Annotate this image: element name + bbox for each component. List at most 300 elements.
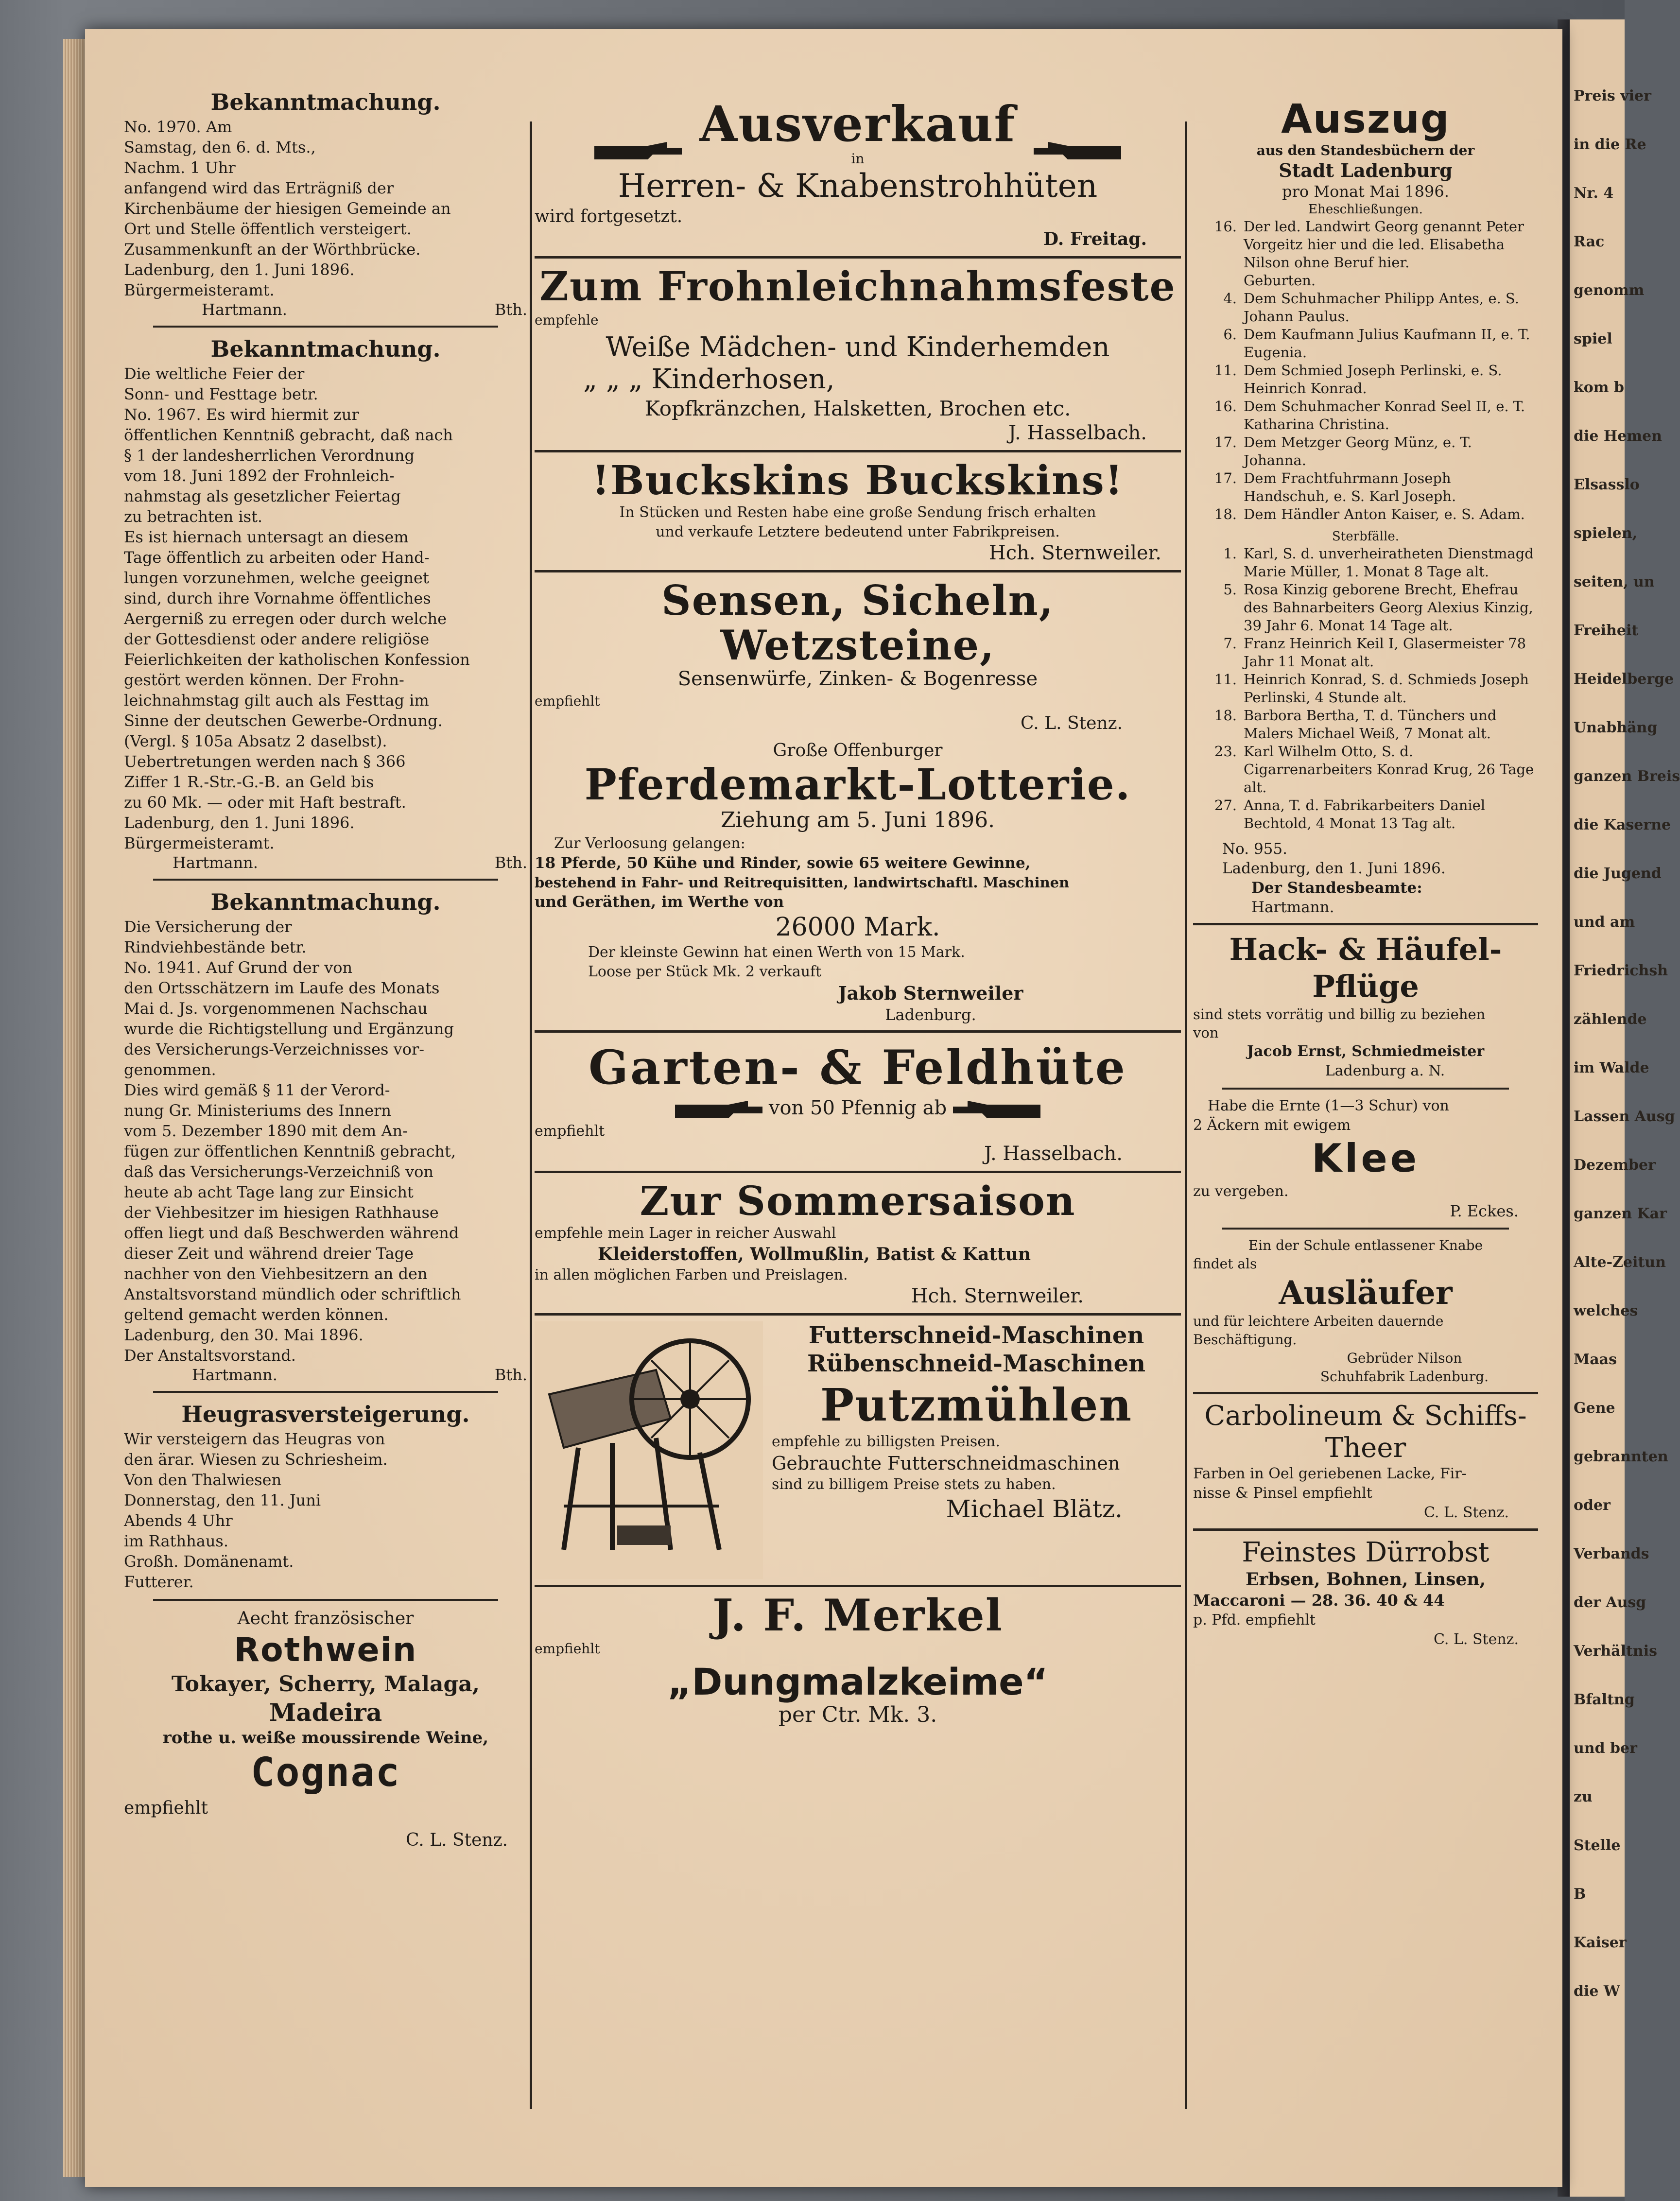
entry-day: 11. bbox=[1214, 362, 1237, 379]
text-line: Abends 4 Uhr bbox=[124, 1511, 233, 1530]
text-line: Donnerstag, den 11. Juni bbox=[124, 1491, 321, 1509]
ad-line-3: p. Pfd. empfiehlt bbox=[1193, 1612, 1316, 1629]
adjacent-page-fragment: seiten, un bbox=[1574, 573, 1655, 590]
marriages-and-births-list bbox=[1193, 218, 1538, 523]
text-line: Rindviehbestände betr. bbox=[124, 938, 307, 956]
adjacent-page-fragment: die Kaserne bbox=[1574, 816, 1671, 833]
adjacent-page-fragment: Preis vier bbox=[1574, 87, 1651, 104]
text-line: Großh. Domänenamt. bbox=[124, 1552, 294, 1571]
ad-line-2: „ „ „ Kinderhosen, bbox=[583, 364, 835, 395]
text-line: den Ortsschätzern im Laufe des Monats bbox=[124, 979, 440, 997]
lottery-line-5: Der kleinste Gewinn hat einen Werth von 15 Mark. bbox=[588, 944, 965, 961]
auszug-sub-1: aus den Standesbüchern der bbox=[1256, 142, 1475, 158]
lottery-line-4: und Geräthen, im Werthe von bbox=[535, 893, 784, 911]
civil-register-excerpt bbox=[1193, 97, 1538, 917]
register-entry bbox=[1193, 505, 1538, 523]
signature-name: Hartmann. bbox=[192, 1366, 277, 1384]
ad-line-3: und für leichtere Arbeiten dauernde bbox=[1193, 1313, 1444, 1329]
ausverkauf-note: wird fortgesetzt. bbox=[535, 207, 683, 226]
register-entry bbox=[1193, 272, 1538, 290]
adjacent-page-fragment: spielen, bbox=[1574, 525, 1638, 542]
text-line: wurde die Richtigstellung und Ergänzung bbox=[124, 1020, 454, 1038]
notice-signature bbox=[124, 300, 527, 319]
text-line: (Vergl. § 105a Absatz 2 daselbst). bbox=[124, 732, 387, 750]
text-line: Feierlichkeiten der katholischen Konfession bbox=[124, 650, 470, 669]
ad-line-3: zu vergeben. bbox=[1193, 1183, 1289, 1200]
divider bbox=[153, 1599, 498, 1601]
entry-text: Dem Kaufmann Julius Kaufmann II, e. T. Eugenia. bbox=[1244, 326, 1530, 361]
pointing-hand-icon bbox=[953, 1099, 1040, 1120]
ad-line-1: Farben in Oel geriebenen Lacke, Fir- bbox=[1193, 1465, 1467, 1482]
adjacent-page-fragment: kom b bbox=[1574, 379, 1624, 396]
adjacent-page-fragment: Nr. 4 bbox=[1574, 185, 1614, 202]
notice-signature bbox=[124, 1366, 527, 1384]
text-line: Ziffer 1 R.-Str.-G.-B. an Geld bis bbox=[124, 773, 374, 791]
wine-headline: Rothwein bbox=[234, 1631, 417, 1669]
register-entry bbox=[1193, 635, 1538, 671]
entry-day: 4. bbox=[1223, 290, 1237, 307]
pointing-hand-icon bbox=[1034, 118, 1121, 139]
lottery-signature: Jakob Sternweiler bbox=[838, 982, 1023, 1004]
adjacent-page-fragment: zählende bbox=[1574, 1011, 1647, 1028]
text-line: sind, durch ihre Vornahme öffentliches bbox=[124, 589, 431, 607]
ad-title: Sensen, Sicheln, Wetzsteine, bbox=[661, 576, 1054, 669]
text-line: Uebertretungen werden nach § 366 bbox=[124, 752, 406, 771]
register-entry bbox=[1193, 290, 1538, 326]
text-line: Wir versteigern das Heugras von bbox=[124, 1430, 385, 1448]
register-entry bbox=[1193, 743, 1538, 797]
adjacent-page-fragment: Verhältnis bbox=[1574, 1643, 1658, 1660]
divider bbox=[535, 256, 1181, 259]
adjacent-page-fragment: in die Re bbox=[1574, 136, 1646, 153]
entry-text: Dem Händler Anton Kaiser, e. S. Adam. bbox=[1244, 506, 1525, 522]
adjacent-page-fragment: Gene bbox=[1574, 1400, 1615, 1417]
ad-signature: Jacob Ernst, Schmiedmeister bbox=[1247, 1043, 1485, 1060]
wine-list-3: rothe u. weiße moussirende Weine, bbox=[162, 1728, 489, 1748]
ad-line-2: von bbox=[1193, 1024, 1219, 1041]
adjacent-page-fragment: genomm bbox=[1574, 282, 1645, 299]
adjacent-page-fragment: Stelle bbox=[1574, 1837, 1621, 1854]
ad-lotterie bbox=[535, 740, 1181, 1024]
signature-abbr: Bth. bbox=[494, 1366, 527, 1384]
text-line: offen liegt und daß Beschwerden während bbox=[124, 1224, 459, 1242]
adjacent-page-fragment: gebrannten bbox=[1574, 1448, 1668, 1465]
pointing-hand-icon bbox=[675, 1099, 762, 1120]
ad-sensen bbox=[535, 578, 1181, 735]
ad-wine bbox=[124, 1608, 527, 1852]
text-line: Ladenburg, den 30. Mai 1896. bbox=[124, 1326, 364, 1344]
ad-signature: J. Hasselbach. bbox=[1008, 422, 1147, 444]
machines-line-3: empfehle zu billigsten Preisen. bbox=[772, 1433, 1000, 1450]
divider bbox=[153, 326, 498, 328]
notice-cattle-insurance bbox=[124, 887, 527, 1384]
ad-merkel bbox=[535, 1590, 1181, 1727]
ad-machines bbox=[535, 1321, 1181, 1579]
entry-day: 18. bbox=[1214, 506, 1237, 522]
ad-title: Zur Sommersaison bbox=[640, 1178, 1076, 1225]
ad-signature: J. Hasselbach. bbox=[984, 1143, 1123, 1165]
ad-line-1: Weiße Mädchen- und Kinderhemden bbox=[606, 331, 1110, 363]
chaff-cutter-illustration bbox=[535, 1321, 763, 1579]
text-line: Anstaltsvorstand mündlich oder schriftlich bbox=[124, 1285, 461, 1303]
notice-orchard-auction bbox=[124, 87, 527, 319]
notice-lines bbox=[124, 1429, 527, 1592]
entry-text: Dem Metzger Georg Münz, e. T. Johanna. bbox=[1244, 434, 1472, 468]
wine-list-2: Madeira bbox=[269, 1698, 382, 1727]
ad-title: Carbolineum & Schiffs- bbox=[1204, 1400, 1527, 1432]
ad-title: Zum Frohnleichnahmsfeste bbox=[539, 263, 1176, 310]
text-line: Aergerniß zu erregen oder durch welche bbox=[124, 609, 447, 628]
register-entry bbox=[1193, 707, 1538, 743]
divider bbox=[1222, 1228, 1509, 1230]
text-line: gestört werden können. Der Frohn- bbox=[124, 671, 404, 689]
entry-text: Dem Frachtfuhrmann Joseph Handschuh, e. S. Karl Joseph. bbox=[1244, 470, 1456, 504]
adjacent-page-fragment: zu bbox=[1574, 1788, 1593, 1805]
entry-day: 16. bbox=[1214, 218, 1237, 235]
notice-holiday bbox=[124, 334, 527, 872]
text-line: der Gottesdienst oder andere religiöse bbox=[124, 630, 430, 648]
entry-day: 16. bbox=[1214, 398, 1237, 415]
adjacent-page-fragment: spiel bbox=[1574, 330, 1612, 347]
wine-empfiehlt: empfiehlt bbox=[124, 1798, 208, 1818]
divider bbox=[153, 1391, 498, 1393]
wine-list-1: Tokayer, Scherry, Malaga, bbox=[171, 1672, 480, 1697]
divider bbox=[535, 450, 1181, 452]
divider bbox=[1222, 1088, 1509, 1090]
entry-text: Franz Heinrich Keil I, Glasermeister 78 Jahr 11 Monat alt. bbox=[1244, 635, 1526, 670]
ad-line-2: Maccaroni — 28. 36. 40 & 44 bbox=[1193, 1591, 1445, 1610]
machines-line-4: Gebrauchte Futterschneidmaschinen bbox=[772, 1453, 1120, 1474]
text-line: Zusammenkunft an der Wörthbrücke. bbox=[124, 240, 421, 259]
ad-line-1: Ein der Schule entlassener Knabe bbox=[1248, 1237, 1483, 1253]
ad-empfehle: empfehle bbox=[535, 312, 599, 328]
entry-text: Heinrich Konrad, S. d. Schmieds Joseph Perlinski, 4 Stunde alt. bbox=[1244, 671, 1529, 706]
middle-column bbox=[535, 97, 1181, 1726]
lottery-line-2: 18 Pferde, 50 Kühe und Rinder, sowie 65 weitere Gewinne, bbox=[535, 854, 1031, 872]
text-line: No. 1970. Am bbox=[124, 118, 232, 136]
machines-line-1: Futterschneid-Maschinen bbox=[808, 1322, 1144, 1349]
ad-line-1: empfehle mein Lager in reicher Auswahl bbox=[535, 1225, 836, 1242]
text-line: zu betrachten ist. bbox=[124, 507, 263, 526]
lottery-line-1: Zur Verloosung gelangen: bbox=[554, 835, 745, 852]
adjacent-page-fragment: der Ausg bbox=[1574, 1594, 1646, 1611]
register-entry bbox=[1193, 362, 1538, 398]
ad-empfiehlt: empfiehlt bbox=[535, 693, 600, 709]
text-line: § 1 der landesherrlichen Verordnung bbox=[124, 446, 415, 465]
ad-signature: C. L. Stenz. bbox=[1021, 713, 1123, 733]
ad-empfiehlt: empfiehlt bbox=[535, 1641, 600, 1657]
text-line: der Viehbesitzer im hiesigen Rathhause bbox=[124, 1203, 439, 1222]
signature-abbr: Bth. bbox=[494, 853, 527, 872]
auszug-sub-3: pro Monat Mai 1896. bbox=[1282, 182, 1449, 201]
deaths-list bbox=[1193, 545, 1538, 832]
notice-signature bbox=[124, 853, 527, 872]
ad-title: !Buckskins Buckskins! bbox=[592, 457, 1124, 504]
text-line: nahmstag als gesetzlicher Feiertag bbox=[124, 487, 401, 505]
text-line: genommen. bbox=[124, 1060, 216, 1079]
adjacent-page-fragment: Verbands bbox=[1574, 1545, 1649, 1562]
text-line: Sonn- und Festtage betr. bbox=[124, 385, 318, 403]
entry-text: Geburten. bbox=[1244, 272, 1316, 289]
wine-signature: C. L. Stenz. bbox=[406, 1830, 508, 1850]
text-line: nachher von den Viehbesitzern an den bbox=[124, 1265, 428, 1283]
text-line: dieser Zeit und während dreier Tage bbox=[124, 1244, 414, 1263]
machines-line-5: sind zu billigem Preise stets zu haben. bbox=[772, 1476, 1056, 1493]
ad-price: per Ctr. Mk. 3. bbox=[778, 1702, 937, 1727]
column-rule-right bbox=[1185, 121, 1187, 2109]
text-line: Die weltliche Feier der bbox=[124, 364, 305, 383]
ad-frohnleichnam bbox=[535, 264, 1181, 444]
adjacent-page-fragment: Elsasslo bbox=[1574, 476, 1640, 493]
adjacent-page-fragment: welches bbox=[1574, 1302, 1638, 1319]
left-column bbox=[124, 87, 527, 1852]
deaths-heading: Sterbfälle. bbox=[1332, 529, 1400, 544]
text-line: heute ab acht Tage lang zur Einsicht bbox=[124, 1183, 414, 1201]
lottery-place: Ladenburg. bbox=[885, 1005, 976, 1024]
adjacent-page bbox=[1570, 19, 1680, 2197]
adjacent-page-fragment: ganzen Breis bbox=[1574, 768, 1680, 785]
adjacent-page-fragment: Friedrichsh bbox=[1574, 962, 1668, 979]
register-entry bbox=[1193, 398, 1538, 433]
entry-day: 5. bbox=[1223, 581, 1237, 598]
ad-line-2: Kleiderstoffen, Wollmußlin, Batist & Kattun bbox=[598, 1244, 1031, 1265]
column-rule-left bbox=[530, 121, 532, 2109]
text-line: Der Anstaltsvorstand. bbox=[124, 1346, 296, 1365]
entry-text: Dem Schuhmacher Philipp Antes, e. S. Johann Paulus. bbox=[1244, 290, 1519, 325]
ad-signature: Hch. Sternweiler. bbox=[988, 542, 1161, 564]
ad-line-1: Sensenwürfe, Zinken- & Bogenresse bbox=[677, 668, 1038, 690]
adjacent-page-fragment: Lassen Ausg bbox=[1574, 1108, 1675, 1125]
ad-errand-boy bbox=[1193, 1236, 1538, 1386]
machines-title: Putzmühlen bbox=[820, 1379, 1133, 1431]
register-entry bbox=[1193, 545, 1538, 581]
ad-place: Ladenburg a. N. bbox=[1325, 1062, 1445, 1079]
ad-title: Klee bbox=[1312, 1136, 1420, 1181]
auszug-title: Auszug bbox=[1281, 96, 1450, 142]
text-line: Bürgermeisteramt. bbox=[124, 281, 275, 299]
text-line: Es ist hiernach untersagt an diesem bbox=[124, 528, 409, 546]
right-column bbox=[1193, 97, 1538, 1649]
adjacent-page-fragment: Alte-Zeitun bbox=[1574, 1254, 1666, 1271]
ad-signature-1: Gebrüder Nilson bbox=[1347, 1350, 1462, 1366]
text-line: Ladenburg, den 1. Juni 1896. bbox=[124, 814, 355, 832]
notice-title: Bekanntmachung. bbox=[210, 89, 441, 115]
text-line: öffentlichen Kenntniß gebracht, daß nach bbox=[124, 426, 453, 444]
notice-hay-auction bbox=[124, 1400, 527, 1592]
entry-text: Dem Schuhmacher Konrad Seel II, e. T. Katharina Christina. bbox=[1244, 398, 1525, 433]
register-entry bbox=[1193, 469, 1538, 505]
ad-title: Feinstes Dürrobst bbox=[1242, 1537, 1489, 1568]
text-line: fügen zur öffentlichen Kenntniß gebracht, bbox=[124, 1142, 456, 1161]
adjacent-page-fragment: B bbox=[1574, 1886, 1586, 1903]
notice-lines bbox=[124, 917, 527, 1366]
adjacent-page-fragment: die Jugend bbox=[1574, 865, 1662, 882]
text-line: Von den Thalwiesen bbox=[124, 1471, 282, 1489]
adjacent-page-fragment: oder bbox=[1574, 1497, 1611, 1514]
ad-title: Hack- & Häufel- bbox=[1229, 932, 1502, 967]
divider bbox=[1193, 923, 1538, 925]
marriages-heading: Eheschließungen. bbox=[1308, 202, 1423, 217]
ad-line-4: Beschäftigung. bbox=[1193, 1332, 1297, 1348]
text-line: vom 5. Dezember 1890 mit dem An- bbox=[124, 1122, 408, 1140]
ad-line-1: Erbsen, Bohnen, Linsen, bbox=[1246, 1569, 1486, 1590]
ad-line-2: 2 Äckern mit ewigem bbox=[1193, 1117, 1351, 1134]
wine-cognac: Cognac bbox=[250, 1750, 401, 1796]
lottery-amount: 26000 Mark. bbox=[775, 913, 940, 942]
text-line: des Versicherungs-Verzeichnisses vor- bbox=[124, 1040, 425, 1058]
ad-ausverkauf bbox=[535, 97, 1181, 250]
register-entry bbox=[1193, 671, 1538, 707]
ad-line-1: In Stücken und Resten habe eine große Sendung frisch erhalten bbox=[619, 504, 1096, 521]
entry-day: 7. bbox=[1223, 635, 1237, 652]
text-line: Ort und Stelle öffentlich versteigert. bbox=[124, 220, 412, 238]
text-line: anfangend wird das Erträgniß der bbox=[124, 179, 394, 197]
adjacent-page-fragment: Dezember bbox=[1574, 1157, 1656, 1174]
text-line: leichnahmstag gilt auch als Festtag im bbox=[124, 691, 429, 710]
ad-empfiehlt: empfiehlt bbox=[535, 1123, 605, 1140]
ad-line-3: in allen möglichen Farben und Preislagen. bbox=[535, 1266, 848, 1283]
ad-ploughs bbox=[1193, 931, 1538, 1081]
text-line: Ladenburg, den 1. Juni 1896. bbox=[124, 260, 355, 279]
ausverkauf-product: Herren- & Knabenstrohhüten bbox=[618, 167, 1098, 205]
auszug-sub-2: Stadt Ladenburg bbox=[1279, 159, 1453, 181]
signature-abbr: Bth. bbox=[494, 300, 527, 319]
divider bbox=[153, 879, 498, 881]
entry-text: Dem Schmied Joseph Perlinski, e. S. Heinrich Konrad. bbox=[1244, 362, 1502, 397]
auszug-office: Der Standesbeamte: bbox=[1251, 879, 1422, 897]
text-line: No. 1941. Auf Grund der von bbox=[124, 958, 353, 977]
ad-buckskins bbox=[535, 458, 1181, 564]
machines-signature: Michael Blätz. bbox=[946, 1495, 1123, 1523]
ad-line-2: nisse & Pinsel empfiehlt bbox=[1193, 1485, 1372, 1502]
text-line: Nachm. 1 Uhr bbox=[124, 158, 236, 177]
notice-title: Bekanntmachung. bbox=[210, 889, 441, 915]
entry-day bbox=[1193, 272, 1244, 290]
adjacent-page-fragment: und ber bbox=[1574, 1740, 1637, 1757]
ad-signature: Hch. Sternweiler. bbox=[911, 1285, 1084, 1307]
register-entry bbox=[1193, 218, 1538, 272]
text-line: Dies wird gemäß § 11 der Verord- bbox=[124, 1081, 390, 1099]
text-line: Bürgermeisteramt. bbox=[124, 834, 275, 852]
notice-title: Bekanntmachung. bbox=[210, 336, 441, 362]
signature-name: Hartmann. bbox=[173, 853, 258, 872]
adjacent-page-fragment: Bfaltng bbox=[1574, 1691, 1635, 1708]
adjacent-page-fragment: die W bbox=[1574, 1983, 1620, 2000]
entry-text: Karl, S. d. unverheiratheten Dienstmagd Marie Müller, 1. Monat 8 Tage alt. bbox=[1244, 545, 1534, 580]
ad-line-3: Kopfkränzchen, Halsketten, Brochen etc. bbox=[644, 397, 1071, 420]
adjacent-page-fragment: ganzen Kar bbox=[1574, 1205, 1667, 1222]
pointing-hand-icon bbox=[594, 118, 682, 139]
register-entry bbox=[1193, 433, 1538, 469]
notice-body bbox=[124, 117, 527, 300]
text-line: geltend gemacht werden können. bbox=[124, 1305, 389, 1324]
text-line: Tage öffentlich zu arbeiten oder Hand- bbox=[124, 548, 430, 567]
entry-day: 18. bbox=[1214, 707, 1237, 724]
divider bbox=[1193, 1392, 1538, 1394]
entry-text: Barbora Bertha, T. d. Tünchers und Malers Michael Weiß, 7 Monat alt. bbox=[1244, 707, 1497, 742]
adjacent-page-fragment: Kaiser bbox=[1574, 1934, 1627, 1951]
ad-title bbox=[535, 97, 1181, 151]
auszug-date: Ladenburg, den 1. Juni 1896. bbox=[1222, 860, 1446, 877]
text-line: daß das Versicherungs-Verzeichniß von bbox=[124, 1162, 434, 1181]
ad-title-2: Theer bbox=[1325, 1432, 1406, 1464]
divider bbox=[535, 1030, 1181, 1033]
entry-day: 23. bbox=[1214, 743, 1237, 760]
text-line: vom 18. Juni 1892 der Frohnleich- bbox=[124, 467, 395, 485]
entry-text: Karl Wilhelm Otto, S. d. Cigarrenarbeiters Konrad Krug, 26 Tage alt. bbox=[1244, 743, 1534, 796]
text-line: Die Versicherung der bbox=[124, 918, 292, 936]
register-entry bbox=[1193, 797, 1538, 832]
ad-product: „Dungmalzkeime“ bbox=[667, 1660, 1048, 1703]
ad-signature-2: Schuhfabrik Ladenburg. bbox=[1320, 1369, 1489, 1385]
ad-title: Ausläufer bbox=[1279, 1274, 1453, 1312]
ad-dried-fruit bbox=[1193, 1537, 1538, 1649]
ad-line-2: findet als bbox=[1193, 1256, 1257, 1272]
machines-line-2: Rübenschneid-Maschinen bbox=[807, 1350, 1146, 1377]
entry-day: 27. bbox=[1214, 797, 1237, 814]
ad-carbolineum bbox=[1193, 1400, 1538, 1523]
entry-day: 17. bbox=[1214, 434, 1237, 451]
notice-title: Heugrasversteigerung. bbox=[181, 1401, 470, 1427]
text-line: Mai d. Js. vorgenommenen Nachschau bbox=[124, 999, 428, 1018]
wine-intro: Aecht französischer bbox=[237, 1609, 414, 1629]
adjacent-page-fragment: und am bbox=[1574, 914, 1635, 931]
divider bbox=[535, 1171, 1181, 1173]
ad-line-1: Habe die Ernte (1—3 Schur) von bbox=[1208, 1097, 1449, 1114]
price-text: von 50 Pfennig ab bbox=[768, 1097, 947, 1119]
ad-gartenhuete bbox=[535, 1039, 1181, 1165]
lottery-line-3: bestehend in Fahr- und Reitrequisitten, landwirtschaftl. Maschinen bbox=[535, 874, 1070, 891]
entry-day: 6. bbox=[1223, 326, 1237, 343]
lottery-pre: Große Offenburger bbox=[773, 741, 943, 761]
ausverkauf-signature: D. Freitag. bbox=[1043, 229, 1147, 249]
entry-day: 17. bbox=[1214, 470, 1237, 486]
ad-title: J. F. Merkel bbox=[712, 1590, 1003, 1641]
adjacent-page-fragment: Freiheit bbox=[1574, 622, 1639, 639]
ad-line-1: sind stets vorrätig und billig zu beziehen bbox=[1193, 1006, 1486, 1023]
notice-lines bbox=[124, 117, 527, 300]
ad-title-2: Pflüge bbox=[1312, 969, 1419, 1004]
divider bbox=[535, 570, 1181, 572]
text-line: zu 60 Mk. — oder mit Haft bestraft. bbox=[124, 793, 406, 812]
entry-text: Anna, T. d. Fabrikarbeiters Daniel Bechtold, 4 Monat 13 Tag alt. bbox=[1244, 797, 1486, 832]
signature-name: Hartmann. bbox=[202, 300, 287, 319]
adjacent-page-fragment: die Hemen bbox=[1574, 428, 1662, 445]
entry-text: Rosa Kinzig geborene Brecht, Ehefrau des Bahnarbeiters Georg Alexius Kinzig, 39 Jahr 6. Monat 14 Tage alt. bbox=[1244, 581, 1533, 634]
ausverkauf-title: Ausverkauf bbox=[699, 95, 1016, 153]
adjacent-page-fragment: Maas bbox=[1574, 1351, 1617, 1368]
notice-lines bbox=[124, 364, 527, 853]
text-line: No. 1967. Es wird hiermit zur bbox=[124, 405, 359, 424]
adjacent-page-fragment: Rac bbox=[1574, 233, 1605, 250]
ad-signature: P. Eckes. bbox=[1450, 1202, 1519, 1220]
text-line: Kirchenbäume der hiesigen Gemeinde an bbox=[124, 199, 451, 218]
text-line: im Rathhaus. bbox=[124, 1532, 229, 1550]
ad-price bbox=[535, 1097, 1181, 1120]
divider bbox=[535, 1585, 1181, 1587]
text-line: Samstag, den 6. d. Mts., bbox=[124, 138, 316, 156]
ad-sommersaison bbox=[535, 1179, 1181, 1307]
ad-signature: C. L. Stenz. bbox=[1434, 1631, 1519, 1648]
entry-day: 1. bbox=[1223, 545, 1237, 562]
text-line: Sinne der deutschen Gewerbe-Ordnung. bbox=[124, 711, 443, 730]
ad-signature: C. L. Stenz. bbox=[1424, 1504, 1509, 1521]
lottery-line-6: Loose per Stück Mk. 2 verkauft bbox=[588, 963, 822, 980]
register-entry bbox=[1193, 581, 1538, 635]
text-line: Futterer. bbox=[124, 1573, 194, 1591]
text-line: den ärar. Wiesen zu Schriesheim. bbox=[124, 1450, 388, 1469]
auszug-signature: Hartmann. bbox=[1251, 899, 1334, 916]
